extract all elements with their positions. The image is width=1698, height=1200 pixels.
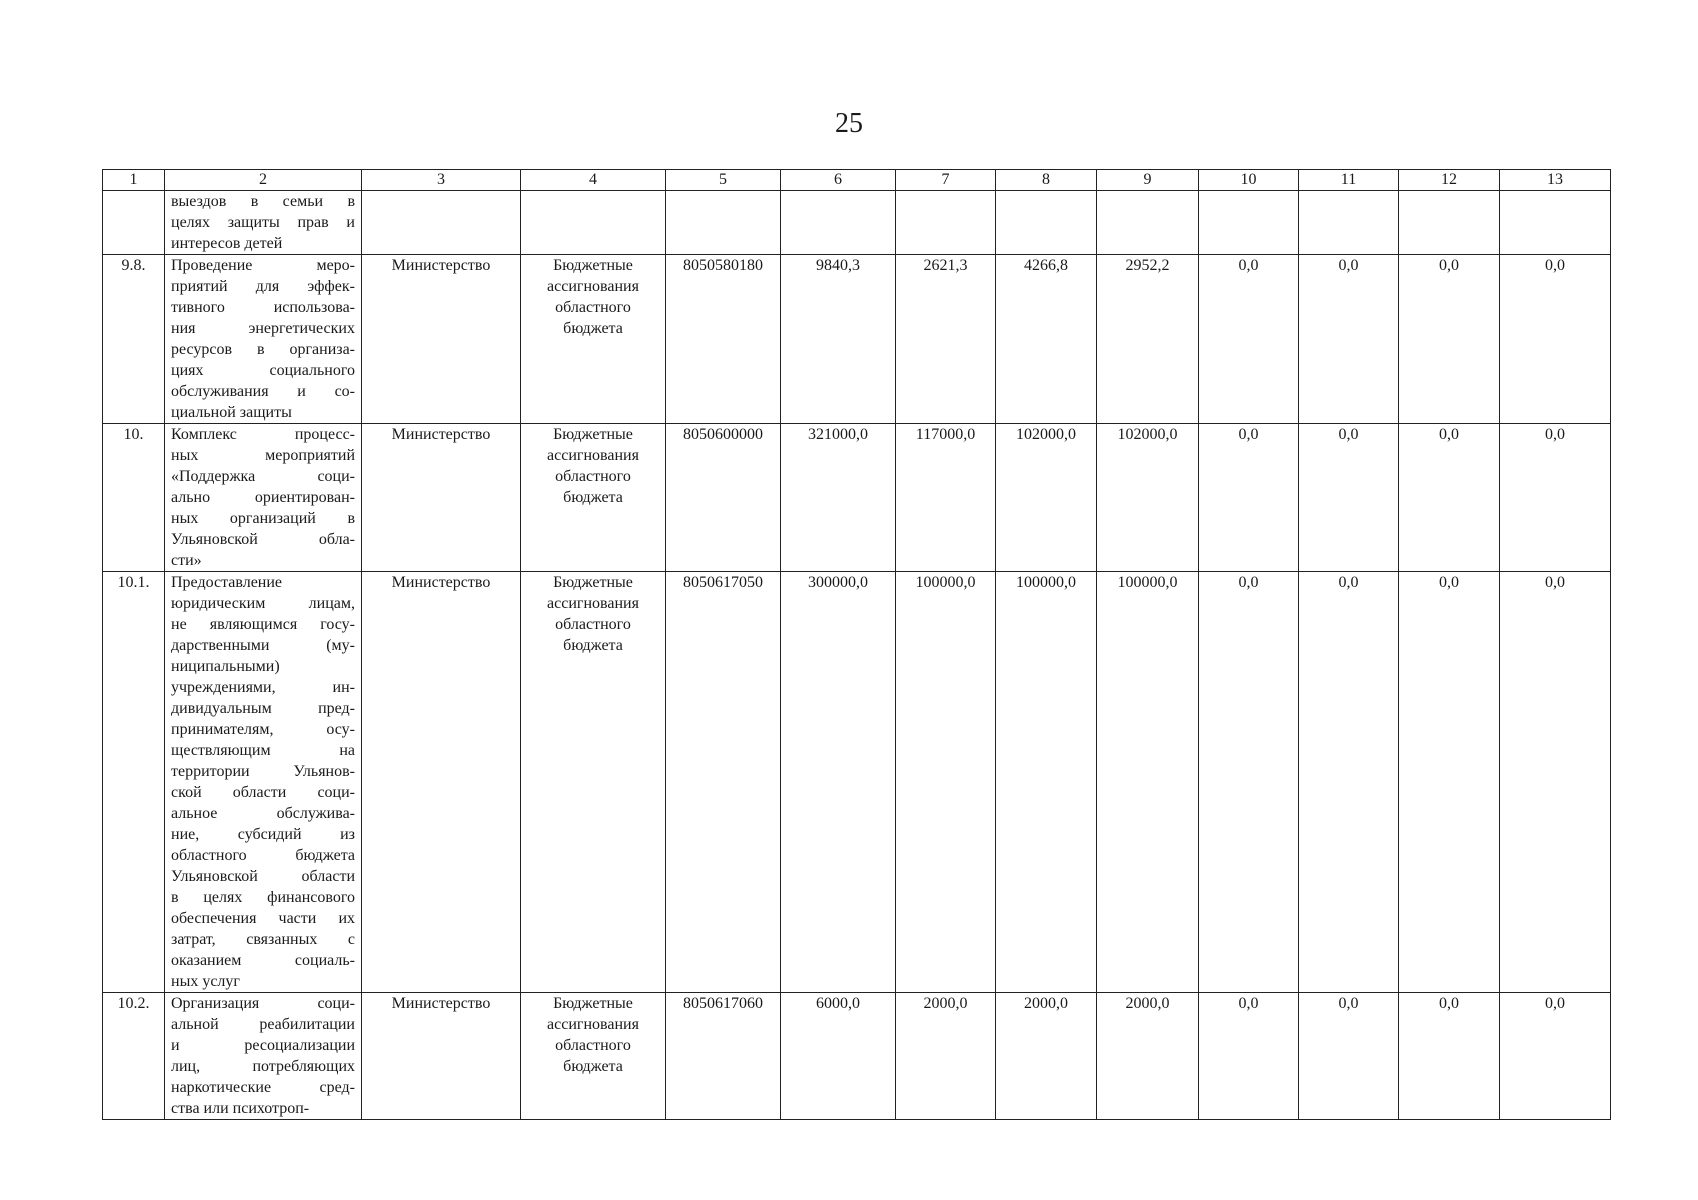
measure-name-line: Организация соци- bbox=[171, 995, 355, 1012]
funding-source-line: ассигнования bbox=[547, 447, 639, 464]
funding-source bbox=[521, 993, 666, 1120]
amount-cell bbox=[996, 191, 1097, 255]
row-number: 10.1. bbox=[103, 572, 165, 993]
column-number: 13 bbox=[1500, 170, 1611, 191]
measure-name-line: ресурсов в организа- bbox=[171, 341, 355, 358]
measure-name-line: ской области соци- bbox=[171, 784, 355, 801]
amount-cell: 2000,0 bbox=[996, 993, 1097, 1120]
amount-cell: 2000,0 bbox=[1097, 993, 1199, 1120]
measure-name-line: оказанием социаль- bbox=[171, 952, 355, 969]
measure-name-line: Ульяновской обла- bbox=[171, 531, 355, 548]
amount-cell: 9840,3 bbox=[781, 255, 896, 424]
amount-cell: 300000,0 bbox=[781, 572, 896, 993]
budget-code: 8050617060 bbox=[666, 993, 781, 1120]
measure-name bbox=[165, 191, 362, 255]
amount-cell: 0,0 bbox=[1199, 572, 1299, 993]
amount-cell bbox=[1299, 191, 1399, 255]
amount-cell: 2000,0 bbox=[896, 993, 996, 1120]
amount-cell: 0,0 bbox=[1299, 424, 1399, 572]
measure-name-line: ных мероприятий bbox=[171, 447, 355, 464]
funding-source bbox=[521, 191, 666, 255]
measure-name-line: дарственными (му- bbox=[171, 637, 355, 654]
column-number: 2 bbox=[165, 170, 362, 191]
amount-cell: 321000,0 bbox=[781, 424, 896, 572]
column-number: 7 bbox=[896, 170, 996, 191]
executor: Министерство bbox=[362, 572, 521, 993]
measure-name-line: приятий для эффек- bbox=[171, 278, 355, 295]
amount-cell: 0,0 bbox=[1500, 255, 1611, 424]
table-row bbox=[103, 993, 1611, 1120]
column-number: 11 bbox=[1299, 170, 1399, 191]
column-number: 10 bbox=[1199, 170, 1299, 191]
measure-name-line: обслуживания и со- bbox=[171, 383, 355, 400]
measure-name-line: Проведение меро- bbox=[171, 257, 355, 274]
funding-source-line: ассигнования bbox=[547, 278, 639, 295]
amount-cell: 0,0 bbox=[1299, 255, 1399, 424]
measure-name-line: и ресоциализации bbox=[171, 1037, 355, 1054]
amount-cell: 102000,0 bbox=[996, 424, 1097, 572]
row-number: 9.8. bbox=[103, 255, 165, 424]
measure-name-line: дивидуальным пред- bbox=[171, 700, 355, 717]
row-number: 10. bbox=[103, 424, 165, 572]
funding-source-line: бюджета bbox=[563, 489, 623, 506]
measure-name-line: принимателям, осу- bbox=[171, 721, 355, 738]
budget-code: 8050617050 bbox=[666, 572, 781, 993]
funding-source-line: бюджета bbox=[563, 1058, 623, 1075]
funding-source-line: бюджета bbox=[563, 637, 623, 654]
amount-cell: 0,0 bbox=[1299, 572, 1399, 993]
measure-name-line: интересов детей bbox=[171, 235, 283, 252]
measure-name-line: альное обслужива- bbox=[171, 805, 355, 822]
amount-cell bbox=[1199, 191, 1299, 255]
measure-name-line: областного бюджета bbox=[171, 847, 355, 864]
amount-cell: 0,0 bbox=[1399, 572, 1500, 993]
column-number: 1 bbox=[103, 170, 165, 191]
budget-code: 8050580180 bbox=[666, 255, 781, 424]
column-number: 3 bbox=[362, 170, 521, 191]
measure-name-line: тивного использова- bbox=[171, 299, 355, 316]
measure-name bbox=[165, 572, 362, 993]
funding-source-line: областного bbox=[555, 616, 631, 633]
column-number: 6 bbox=[781, 170, 896, 191]
measure-name-line: ных услуг bbox=[171, 973, 240, 990]
measure-name-line: циальной защиты bbox=[171, 404, 292, 421]
table-row bbox=[103, 424, 1611, 572]
measure-name-line: обеспечения части их bbox=[171, 910, 355, 927]
measure-name-line: наркотические сред- bbox=[171, 1079, 355, 1096]
column-number: 12 bbox=[1399, 170, 1500, 191]
amount-cell: 0,0 bbox=[1500, 424, 1611, 572]
funding-source-line: ассигнования bbox=[547, 1016, 639, 1033]
measure-name-line: Предоставление bbox=[171, 574, 283, 591]
amount-cell: 0,0 bbox=[1399, 993, 1500, 1120]
measure-name bbox=[165, 993, 362, 1120]
amount-cell bbox=[1500, 191, 1611, 255]
funding-source-line: областного bbox=[555, 468, 631, 485]
amount-cell: 0,0 bbox=[1299, 993, 1399, 1120]
measure-name-line: затрат, связанных с bbox=[171, 931, 355, 948]
column-number: 8 bbox=[996, 170, 1097, 191]
measure-name-line: в целях финансового bbox=[171, 889, 355, 906]
funding-source bbox=[521, 255, 666, 424]
amount-cell: 0,0 bbox=[1199, 255, 1299, 424]
executor bbox=[362, 191, 521, 255]
measure-name-line: ниципальными) bbox=[171, 658, 280, 675]
table-row bbox=[103, 191, 1611, 255]
measure-name-line: альной реабилитации bbox=[171, 1016, 355, 1033]
measure-name-line: ства или психотроп- bbox=[171, 1100, 310, 1117]
budget-code bbox=[666, 191, 781, 255]
amount-cell: 102000,0 bbox=[1097, 424, 1199, 572]
amount-cell bbox=[896, 191, 996, 255]
budget-table bbox=[102, 169, 1611, 1120]
measure-name-line: ных организаций в bbox=[171, 510, 355, 527]
amount-cell: 0,0 bbox=[1399, 255, 1500, 424]
measure-name-line: Ульяновской области bbox=[171, 868, 355, 885]
measure-name-line: не являющимся госу- bbox=[171, 616, 355, 633]
table-row bbox=[103, 255, 1611, 424]
funding-source bbox=[521, 572, 666, 993]
column-number: 9 bbox=[1097, 170, 1199, 191]
amount-cell bbox=[781, 191, 896, 255]
funding-source-line: ассигнования bbox=[547, 595, 639, 612]
budget-code: 8050600000 bbox=[666, 424, 781, 572]
measure-name-line: циях социального bbox=[171, 362, 355, 379]
measure-name bbox=[165, 424, 362, 572]
measure-name-line: учреждениями, ин- bbox=[171, 679, 355, 696]
page-number: 25 bbox=[835, 108, 863, 139]
measure-name-line: территории Ульянов- bbox=[171, 763, 355, 780]
column-number-row bbox=[103, 170, 1611, 191]
funding-source bbox=[521, 424, 666, 572]
executor: Министерство bbox=[362, 255, 521, 424]
executor: Министерство bbox=[362, 424, 521, 572]
measure-name-line: ществляющим на bbox=[171, 742, 355, 759]
measure-name-line: «Поддержка соци- bbox=[171, 468, 355, 485]
measure-name-line: юридическим лицам, bbox=[171, 595, 355, 612]
column-number: 4 bbox=[521, 170, 666, 191]
executor: Министерство bbox=[362, 993, 521, 1120]
funding-source-line: бюджета bbox=[563, 320, 623, 337]
amount-cell bbox=[1399, 191, 1500, 255]
measure-name-line: лиц, потребляющих bbox=[171, 1058, 355, 1075]
funding-source-line: Бюджетные bbox=[553, 574, 633, 591]
column-number: 5 bbox=[666, 170, 781, 191]
table-row bbox=[103, 572, 1611, 993]
row-number: 10.2. bbox=[103, 993, 165, 1120]
measure-name bbox=[165, 255, 362, 424]
amount-cell: 117000,0 bbox=[896, 424, 996, 572]
amount-cell bbox=[1097, 191, 1199, 255]
row-number bbox=[103, 191, 165, 255]
funding-source-line: Бюджетные bbox=[553, 426, 633, 443]
amount-cell: 100000,0 bbox=[896, 572, 996, 993]
amount-cell: 6000,0 bbox=[781, 993, 896, 1120]
amount-cell: 0,0 bbox=[1199, 993, 1299, 1120]
amount-cell: 0,0 bbox=[1500, 993, 1611, 1120]
funding-source-line: Бюджетные bbox=[553, 995, 633, 1012]
funding-source-line: Бюджетные bbox=[553, 257, 633, 274]
measure-name-line: ально ориентирован- bbox=[171, 489, 355, 506]
measure-name-line: сти» bbox=[171, 552, 202, 569]
measure-name-line: выездов в семьи в bbox=[171, 193, 355, 210]
amount-cell: 4266,8 bbox=[996, 255, 1097, 424]
funding-source-line: областного bbox=[555, 1037, 631, 1054]
amount-cell: 0,0 bbox=[1500, 572, 1611, 993]
amount-cell: 100000,0 bbox=[996, 572, 1097, 993]
amount-cell: 0,0 bbox=[1199, 424, 1299, 572]
measure-name-line: целях защиты прав и bbox=[171, 214, 355, 231]
measure-name-line: Комплекс процесс- bbox=[171, 426, 355, 443]
measure-name-line: ния энергетических bbox=[171, 320, 355, 337]
funding-source-line: областного bbox=[555, 299, 631, 316]
amount-cell: 0,0 bbox=[1399, 424, 1500, 572]
amount-cell: 100000,0 bbox=[1097, 572, 1199, 993]
measure-name-line: ние, субсидий из bbox=[171, 826, 355, 843]
amount-cell: 2952,2 bbox=[1097, 255, 1199, 424]
amount-cell: 2621,3 bbox=[896, 255, 996, 424]
